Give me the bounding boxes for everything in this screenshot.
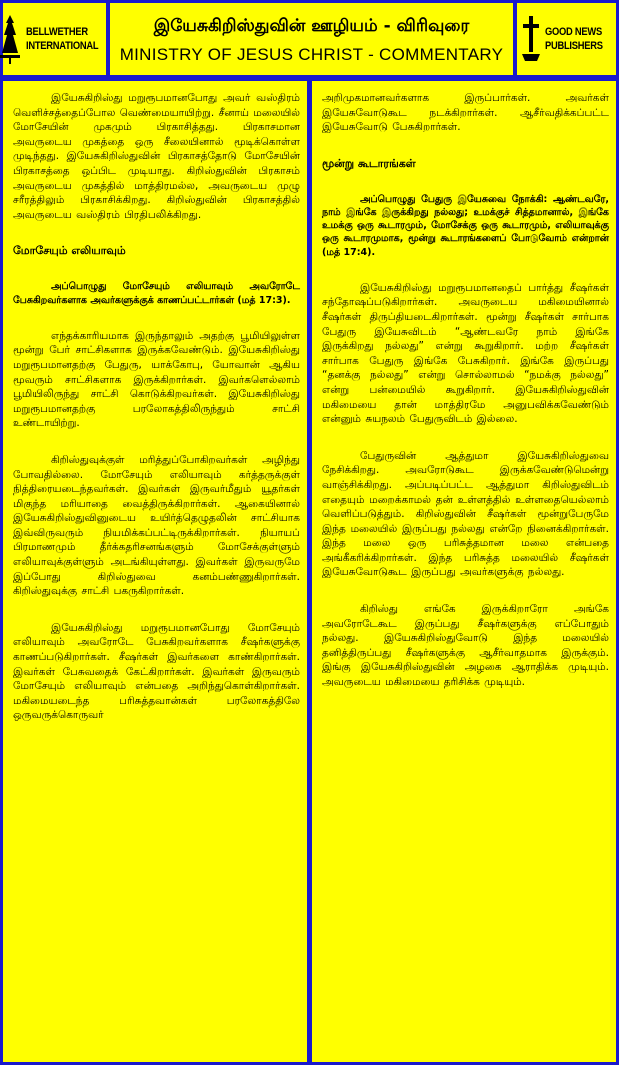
section-heading: மூன்று கூடாரங்கள்: [322, 156, 416, 170]
section-heading: மோசேயும் எலியாவும்: [13, 244, 126, 258]
paragraph: பேதுருவின் ஆத்துமா இயேசுகிறிஸ்துவை நேசிக்கிறது. அவரோடுகூட இருக்கவேண்டுமென்று வாஞ்சிக்கிறது. அப்படிப்பட்ட ஆத்துமா கிறிஸ்துவிடம் எதையும் மறைக்காமல் தன் உள்ளத்தில் உள்ளதையெல்லாம் வெளிப்படுத்தும். கிறிஸ்துவின் சீஷர்கள் மூன்றுபேருமே இந்த மலையில் இருப்பது நல்லது என்றே நினைக்கிறார்கள். இந்த மலை ஒரு பரிசுத்தமான மலை என்பதை அங்கீகரிக்கிறார்கள். இந்த பரிசுத்த மலையில் சீஷர்கள் இயேசுவோடுகூட இருப்பது அவர்களுக்கு நல்லது.: [322, 449, 609, 579]
logo-text-line1: GOOD NEWS: [545, 26, 602, 38]
page-title-tamil: இயேசுகிறிஸ்துவின் ஊழியம் - விரிவுரை: [153, 16, 470, 36]
scripture-quote: அப்பொழுது பேதுரு இயேசுவை நோக்கி: ஆண்டவரே, நாம் இங்கே இருக்கிறது நல்லது; உமக்குச் சித்தமானால், இங்கே உமக்கு ஒரு கூடாரமும், மோசேக்கு ஒரு கூடாரமும், எலியாவுக்கு ஒரு கூடாரமுமாக, மூன்று கூடாரங்களைப் போடுவோம் என்றான் (மத் 17:4).: [322, 193, 609, 258]
paragraph: இயேசுகிறிஸ்து மறுரூபமானபோது மோசேயும் எலியாவும் அவரோடே பேசுகிறவர்களாக சீஷர்களுக்கு காணப்படுகிறார்கள். சீஷர்கள் இவர்களை காண்கிறார்கள். இவர்கள் பேசுவதைக் கேட்கிறார்கள். இவர்கள் இருவரும் மோசேயும் எலியாவும் என்பதை அறிந்துகொள்கிறார்கள். மகிமையடைந்த பரிசுத்தவான்கள் பரலோகத்திலே ஒருவருக்கொருவர்: [13, 621, 300, 722]
logo-text-line2: PUBLISHERS: [545, 40, 603, 52]
logo-text-line1: BELLWETHER: [25, 26, 88, 38]
paragraph: கிறிஸ்து எங்கே இருக்கிறாரோ அங்கே அவரோடேகூட இருப்பது சீஷர்களுக்கு எப்போதும் நல்லது. இயேசுகிறிஸ்துவோடு இந்த மலையில் தனித்திருப்பது சீஷர்களுக்கு ஆசீர்வாதமாக இருக்கும். இங்கு இயேசுகிறிஸ்துவின் அழகை ஆராதிக்க முடியும். அவருடைய மகிமையை தரிசிக்க முடியும்.: [322, 603, 609, 689]
page-title-english: MINISTRY OF JESUS CHRIST - COMMENTARY: [119, 45, 504, 64]
page-title-box: [110, 3, 513, 75]
scripture-quote: அப்பொழுது மோசேயும் எலியாவும் அவரோடே பேசுகிறவர்களாக அவர்களுக்குக் காணப்பட்டார்கள் (மத் 17:3).: [13, 281, 300, 306]
shepherd-icon: [0, 13, 22, 65]
paragraph: அறிமுகமானவர்களாக இருப்பார்கள். அவர்கள் இயேசுவோடுகூட நடக்கிறார்கள். ஆசீர்வதிக்கப்பட்ட இயேசுவோடு பேசுகிறார்கள்.: [322, 92, 609, 134]
right-column: [312, 81, 616, 1062]
bellwether-logo: [3, 3, 106, 75]
paragraph: இயேசுகிறிஸ்து மறுரூபமானதைப் பார்த்து சீஷர்கள் சந்தோஷப்படுகிறார்கள். அவருடைய மகிமையினால் சீஷர்கள் திருப்தியடைகிறார்கள். மூன்று சீஷர்கள் சார்பாக பேதுரு இயேசுவிடம் “ஆண்டவரே நாம் இங்கே இருக்கிறது நல்லது” என்று கூறுகிறார். மற்ற சீஷர்கள் சார்பாக பேதுரு இங்கே பேசுகிறார். இங்கே இருப்பது “தனக்கு நல்லது” என்று சொல்லாமல் “நமக்கு நல்லது” என்று பன்மையில் கூறுகிறார். இயேசுகிறிஸ்துவின் மகிமையை தான் மாத்திரமே அனுபவிக்கவேண்டும் என்னும் சுயநலம் பேதுருவிடம் இல்லை.: [322, 281, 609, 426]
good-news-logo: [517, 3, 616, 75]
cross-icon: [520, 14, 542, 64]
logo-text-line2: INTERNATIONAL: [25, 40, 99, 52]
paragraph: கிறிஸ்துவுக்குள் மரித்துப்போகிறவர்கள் அழிந்து போவதில்லை. மோசேயும் எலியாவும் கர்த்தருக்குள் நித்திரையடைந்தவர்கள். இவர்கள் இருவர்மீதும் யூதர்கள் மிகுந்த மரியாதை வைத்திருக்கிறார்கள். ஆகையினால் இயேசுகிறிஸ்துவினுடைய உயிர்த்தெழுதலின் சாட்சியாக இவ்விருவரும் நியமிக்கப்பட்டிருக்கிறார்கள். நியாயப் பிரமாணமும் தீர்க்கதரிசனங்களும் மோசேக்குள்ளும் எலியாவுக்குள்ளும் அடங்கியுள்ளது. இவர்கள் இருவருமே இப்போது கிறிஸ்துவை கனம்பண்ணுகிறார்கள். கிறிஸ்துவுக்கு சாட்சி பகருகிறார்கள்.: [13, 453, 300, 598]
left-column: [3, 81, 307, 1062]
paragraph: எந்தக்காரியமாக இருந்தாலும் அதற்கு பூமியிலுள்ள மூன்று பேர் சாட்சிகளாக இருக்கவேண்டும். இயேசுகிறிஸ்து மறுரூபமானதற்கு பேதுரு, யாக்கோபு, யோவான் ஆகிய மூவரும் சாட்சிகளாக இருக்கிறார்கள். இவர்களெல்லாம் பூமியிலிருந்து சாட்சி கொடுக்கிறவர்கள். இயேசுகிறிஸ்து மறுரூபமானதற்கு பரலோகத்திலிருந்தும் சாட்சி உண்டாயிற்று.: [13, 329, 300, 430]
paragraph: இயேசுகிறிஸ்து மறுரூபமானபோது அவர் வஸ்திரம் வெளிச்சத்தைப்போல வெண்மையாயிற்று. சீனாய் மலையில் மோசேயின் முகமும் பிரகாசித்தது. பிரகாசமான அவருடைய முகத்தை ஒரு சீலையினால் மூடிக்கொள்ள முடிந்தது. இயேசுகிறிஸ்துவின் பிரகாசத்தோடு மோசேயின் பிரகாசத்தை ஒப்பிட முடியாது. கிறிஸ்துவின் பிரகாசம் அவருடைய முகத்தில் மாத்திரமல்ல, அவருடைய முழு சரீரத்திலும் பிரகாசிக்கிறது. கிறிஸ்துவின் பிரகாசத்தில் அவருடைய வஸ்திரம் பிரதிபலிக்கிறது.: [13, 92, 300, 221]
